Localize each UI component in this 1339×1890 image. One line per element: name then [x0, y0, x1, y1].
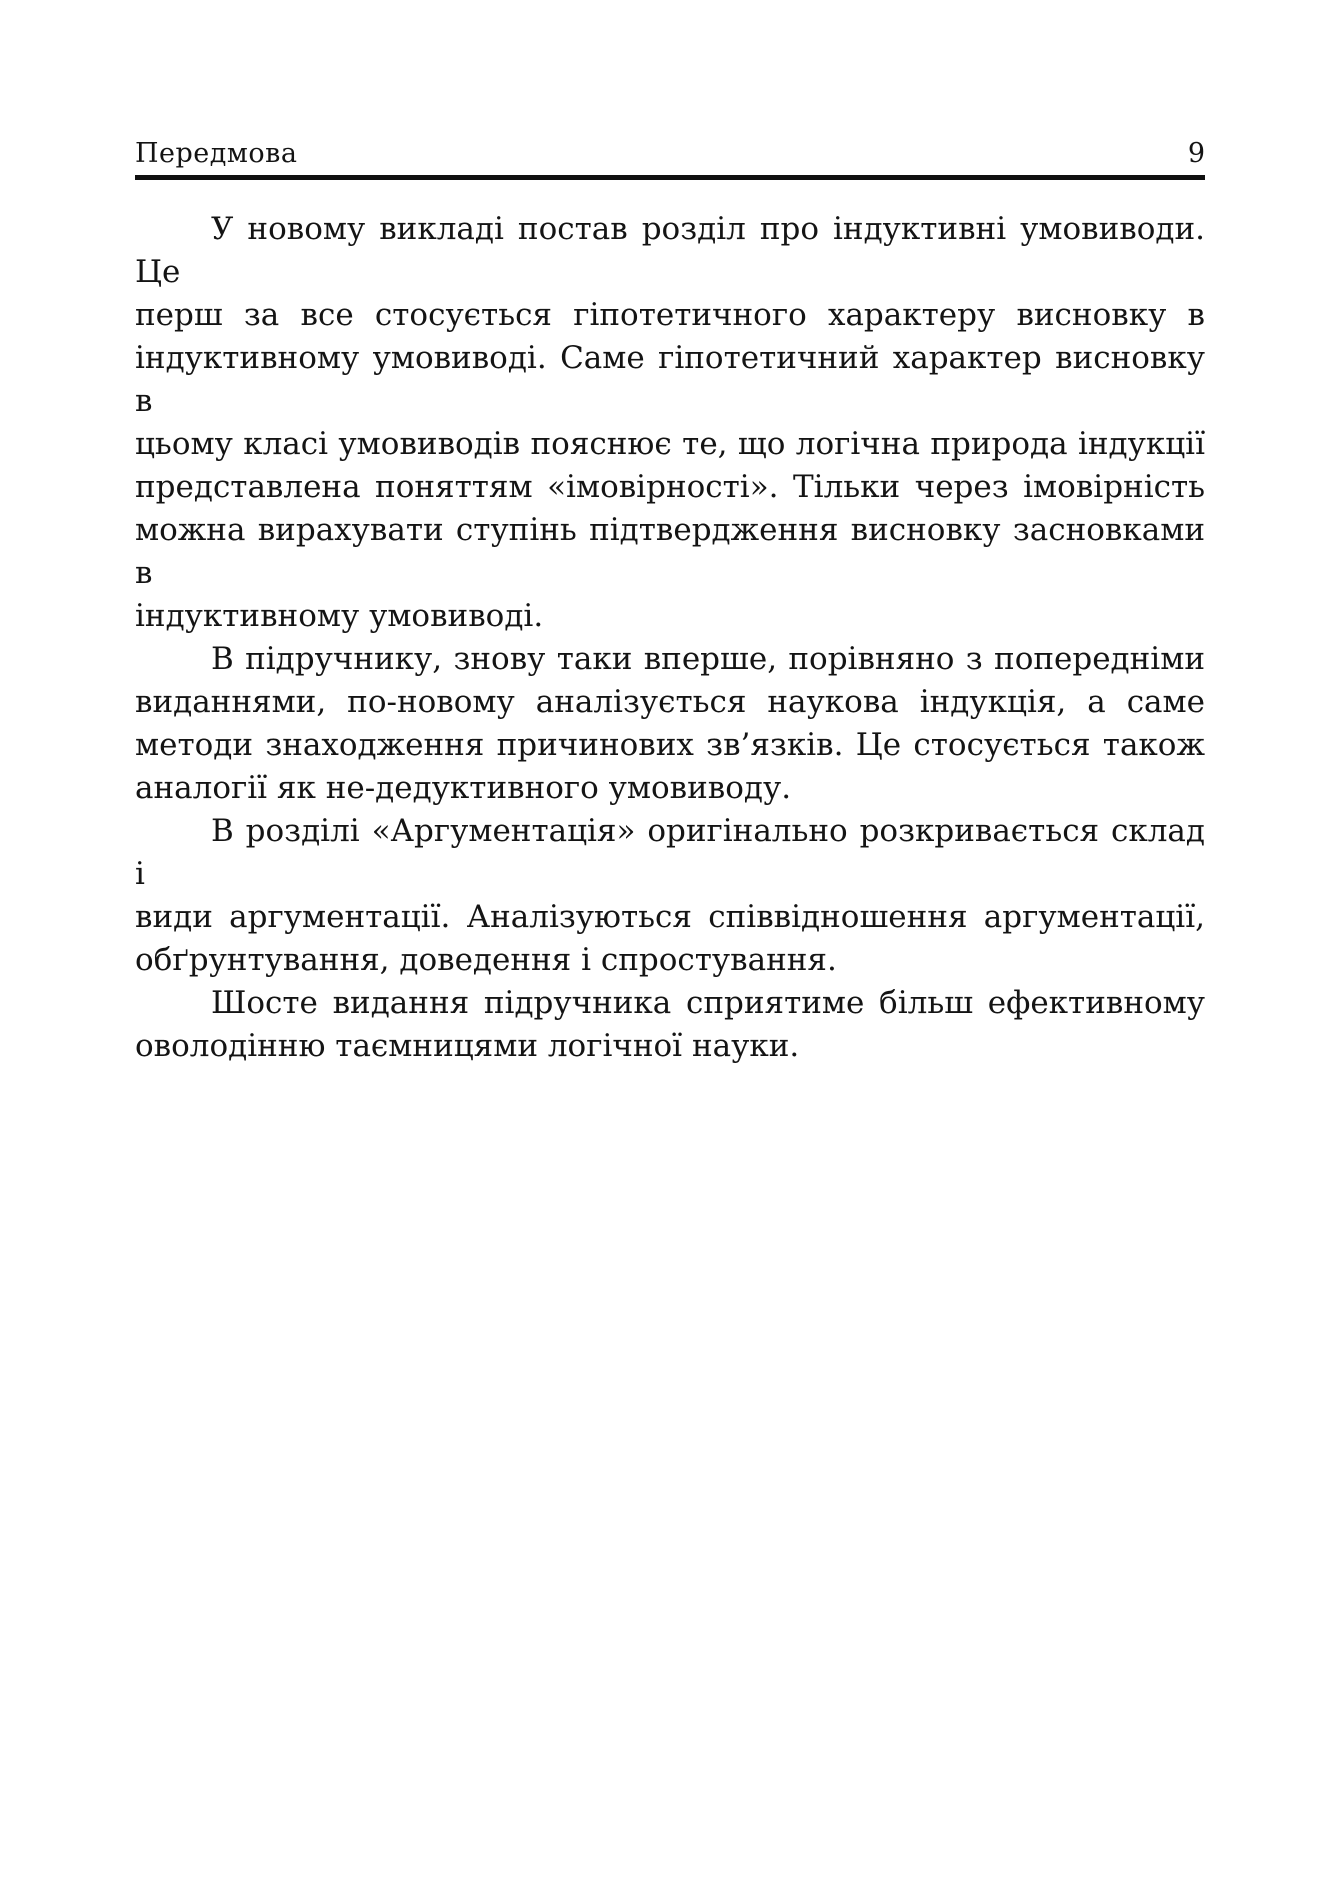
text-line: У новому викладі постав розділ про індуктивні умовиводи. Це	[135, 211, 1205, 290]
text-line: В підручнику, знову таки вперше, порівняно з попередніми	[211, 641, 1205, 677]
text-line: В розділі «Аргументація» оригінально розкривається склад і	[135, 813, 1205, 892]
paragraph	[135, 638, 1205, 810]
running-header	[135, 140, 1205, 180]
paragraph	[135, 982, 1205, 1068]
page-number: 9	[1187, 138, 1205, 169]
text-line: аналогії як не-дедуктивного умовиводу.	[135, 770, 792, 806]
text-line: можна вирахувати ступінь підтвердження висновку засновками в	[135, 512, 1205, 591]
text-line: виданнями, по-новому аналізується наукова індукція, а саме	[135, 684, 1205, 720]
text-line: методи знаходження причинових зв’язків. Це стосується також	[135, 727, 1205, 763]
text-line: види аргументації. Аналізуються співвідношення аргументації,	[135, 899, 1205, 935]
body-text	[135, 208, 1205, 1068]
paragraph	[135, 810, 1205, 982]
text-line: представлена поняттям «імовірності». Тільки через імовірність	[135, 469, 1205, 505]
text-line: оволодінню таємницями логічної науки.	[135, 1028, 800, 1064]
text-line: Шосте видання підручника сприятиме більш ефективному	[211, 985, 1205, 1021]
text-line: цьому класі умовиводів пояснює те, що логічна природа індукції	[135, 426, 1205, 462]
text-line: індуктивному умовиводі.	[135, 598, 544, 634]
text-line: обґрунтування, доведення і спростування.	[135, 942, 837, 978]
paragraph	[135, 208, 1205, 638]
running-header-title: Передмова	[135, 138, 298, 169]
text-line: індуктивному умовиводі. Саме гіпотетичний характер висновку в	[135, 340, 1205, 419]
text-line: перш за все стосується гіпотетичного характеру висновку в	[135, 297, 1205, 333]
